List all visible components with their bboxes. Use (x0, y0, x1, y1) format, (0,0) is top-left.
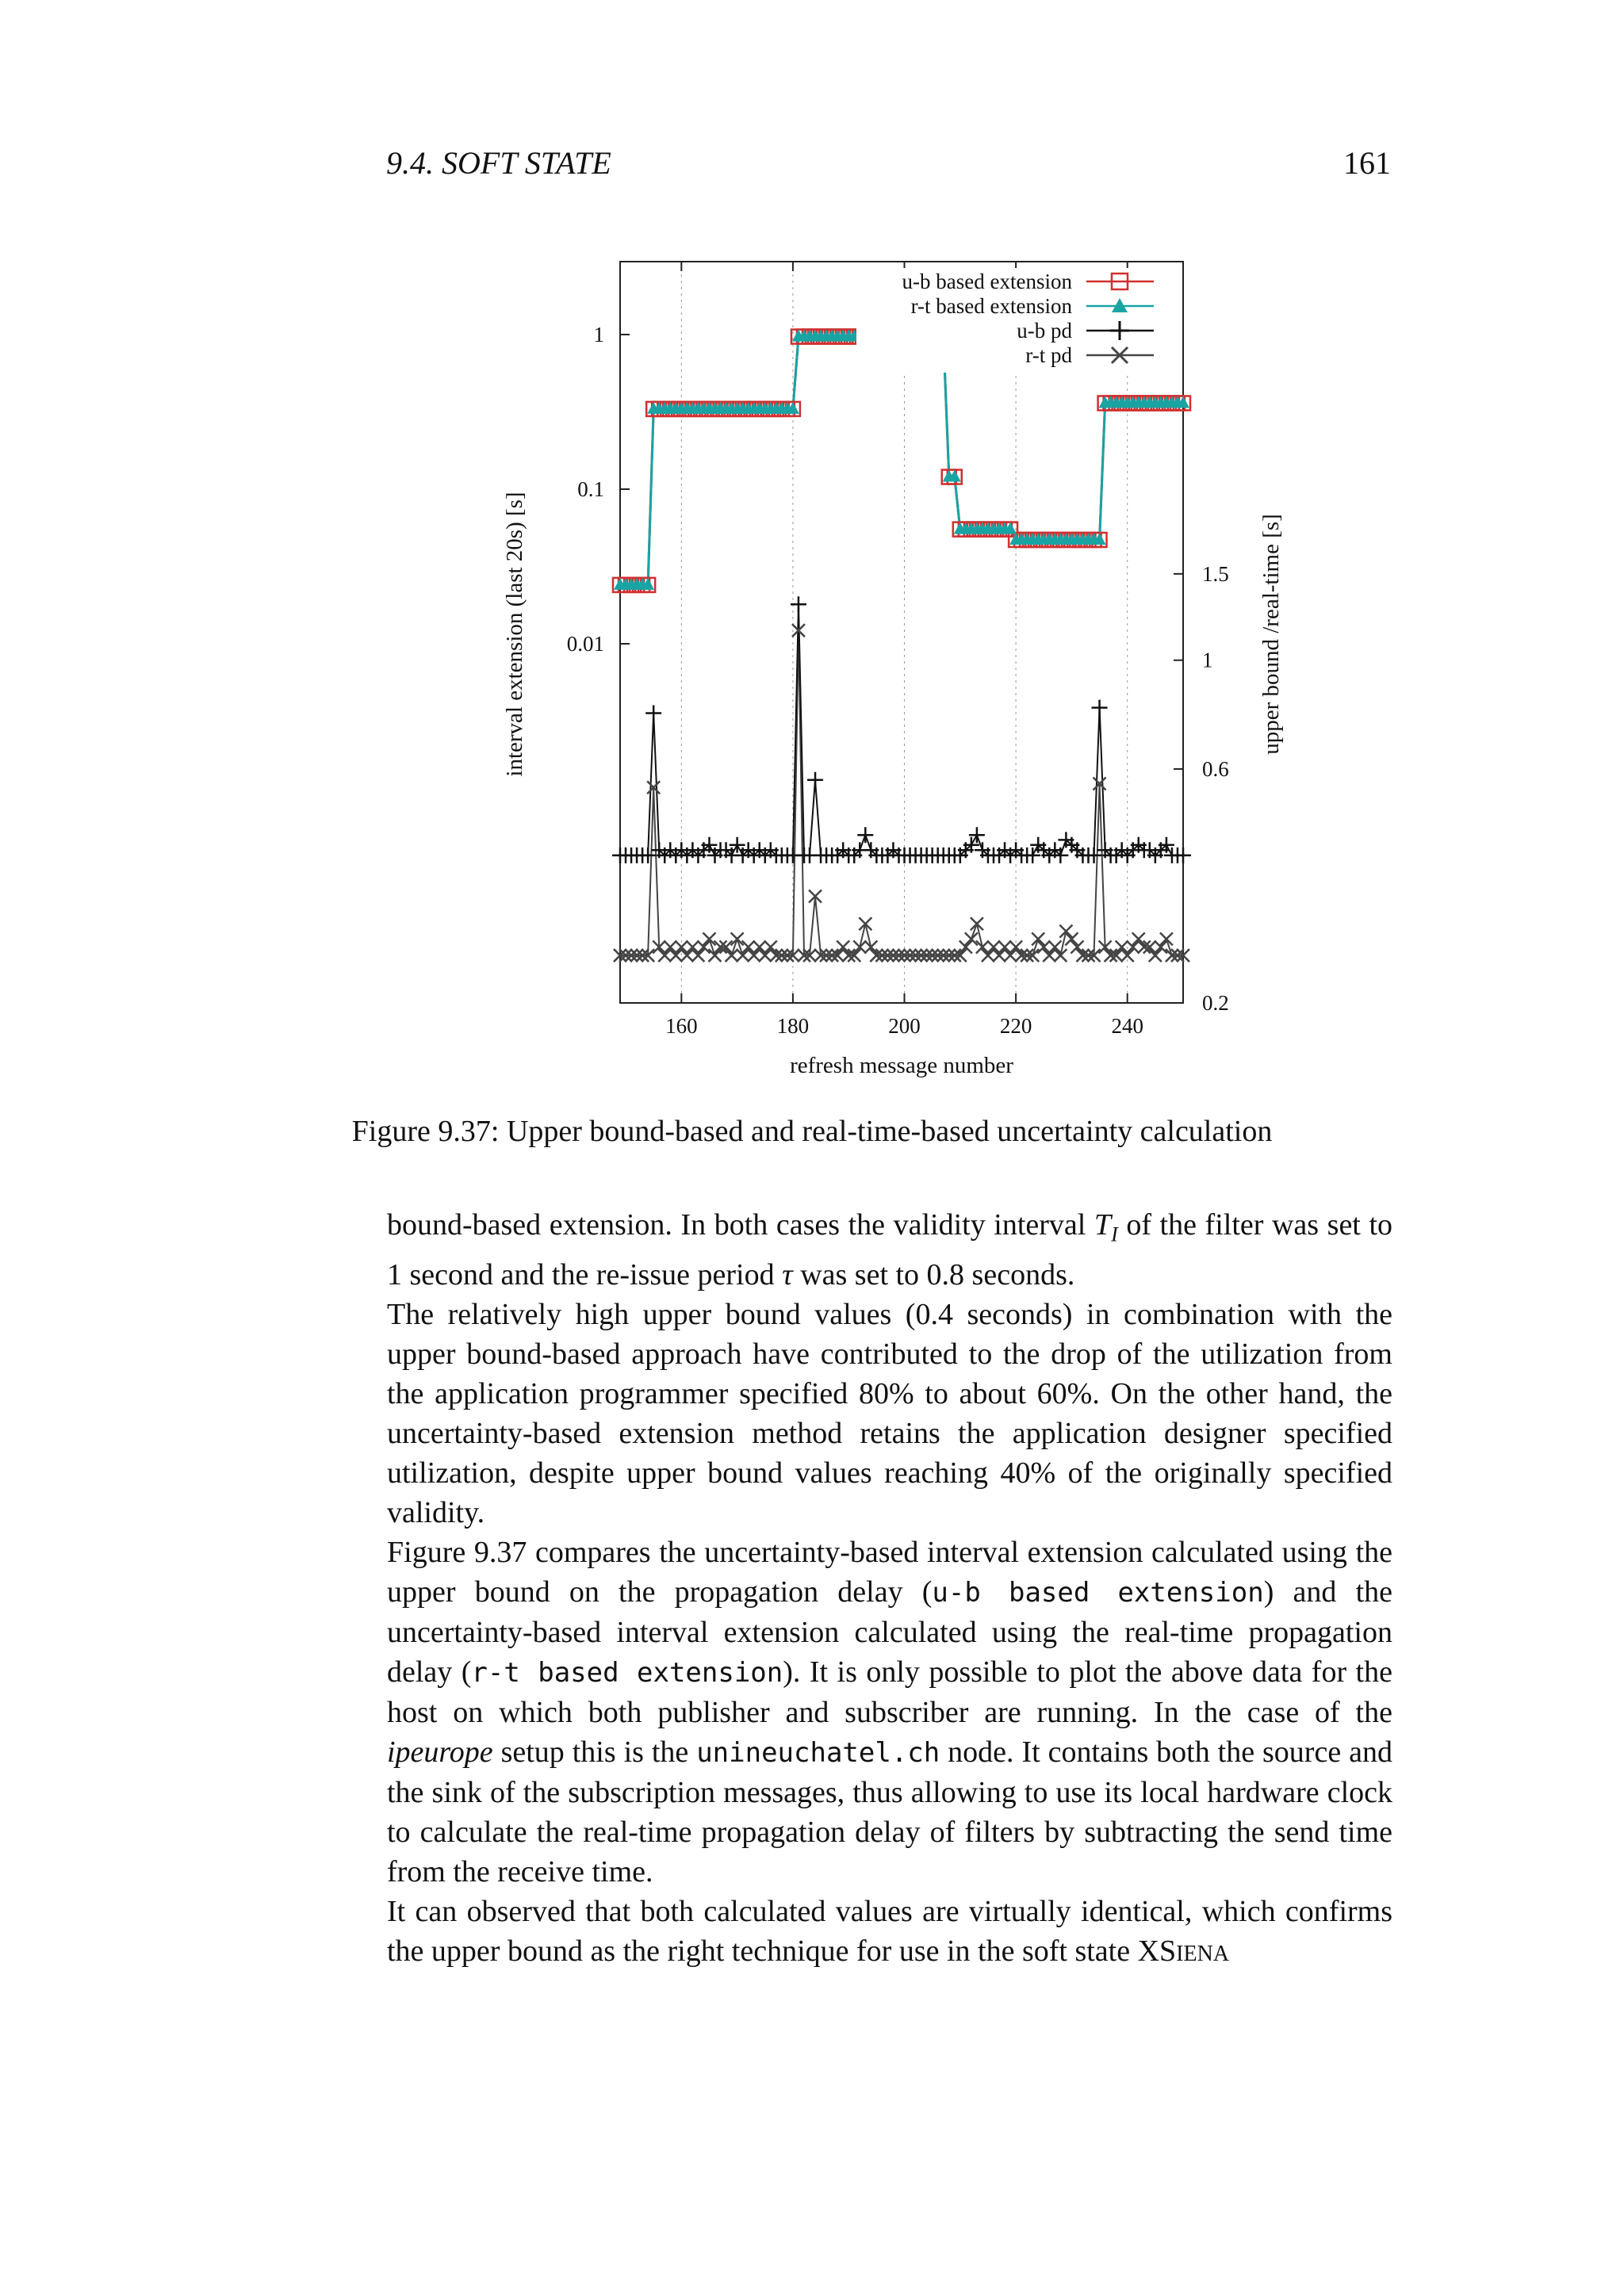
data-point-cross (987, 941, 1000, 954)
legend-label-ub-ext: u-b based extension (902, 270, 1072, 293)
y-axis-label-left: interval extension (last 20s) [s] (502, 492, 527, 777)
data-point-cross (664, 941, 676, 954)
data-point-cross (982, 949, 994, 962)
data-point-cross (669, 949, 682, 962)
data-point-cross (1149, 949, 1162, 962)
legend-label-rt-ext: r-t based extension (910, 294, 1072, 318)
data-point-cross (1132, 932, 1145, 945)
data-point-cross (753, 941, 766, 954)
x-tick-label: 180 (776, 1014, 810, 1038)
data-point-cross (1037, 941, 1050, 954)
data-point-cross (726, 949, 738, 962)
data-point-cross (703, 932, 715, 945)
data-point-cross (709, 949, 722, 962)
tick-labels (567, 323, 1229, 1038)
data-point-cross (971, 917, 983, 930)
data-point-cross (686, 941, 699, 954)
data-point-cross (680, 949, 693, 962)
axis-ticks (620, 262, 1183, 1003)
y-left-tick-label: 0.01 (566, 632, 604, 656)
paragraph-1: bound-based extension. In both cases the validity interval $T_I$ of the filter was set to 1 second and the re-issue period τ was set to 0.8 seconds. (387, 1208, 1393, 1292)
y-left-tick-label: 1 (593, 323, 604, 346)
x-axis-label: refresh message number (790, 1053, 1013, 1078)
legend-entry-ub-ext (902, 270, 1154, 293)
data-point-cross (998, 941, 1011, 954)
data-point-cross (1043, 949, 1055, 962)
legend-label-rt-pd: r-t pd (1025, 343, 1072, 367)
x-tick-label: 240 (1111, 1014, 1143, 1038)
paragraph-4: It can observed that both calculated values are virtually identical, which confirms the upper bound as the right technique for use in the soft state XSIENA (387, 1894, 1392, 1968)
y-axis-label-right: upper bound /real-time [s] (1258, 514, 1284, 755)
data-point-cross (837, 941, 849, 954)
plot-frame (620, 262, 1183, 1003)
data-point-cross (853, 941, 866, 954)
data-point-plus (645, 705, 661, 721)
x-tick-label: 200 (888, 1014, 921, 1038)
figure-caption: Figure 9.37: Upper bound-based and real-time-based uncertainty calculation (351, 1115, 1273, 1148)
series-lines (620, 337, 1183, 956)
data-point-cross (764, 941, 777, 954)
data-point-cross (731, 932, 744, 945)
y-left-tick-label: 0.1 (577, 477, 604, 501)
data-point-cross (1116, 941, 1128, 954)
data-point-cross (742, 941, 755, 954)
data-point-plus (857, 827, 873, 843)
data-point-cross (1071, 941, 1083, 954)
data-point-cross (859, 917, 871, 930)
data-point-cross (1127, 941, 1139, 954)
legend (856, 268, 1174, 373)
body-text (387, 1205, 1392, 1974)
figure-chart (0, 0, 1624, 1094)
data-point-cross (748, 949, 760, 962)
data-point-cross (1054, 949, 1067, 962)
paragraph-2: The relatively high upper bound values (0.4 seconds) in combination with the upper bound-based approach have contributed to the drop of the utilization from the application programmer specified 80% to about 60%. On the other hand, the uncertainty-based extension method retains the application designer specified utilization, despite upper bound values reaching 40% of the originally specified validity. (387, 1297, 1392, 1529)
y-right-tick-label: 1.5 (1202, 561, 1229, 586)
data-point-cross (1160, 932, 1173, 945)
data-point-plus (1092, 700, 1108, 716)
x-tick-label: 160 (665, 1014, 698, 1038)
data-point-cross (1048, 941, 1061, 954)
data-point-cross (658, 949, 671, 962)
data-point-cross (965, 932, 978, 945)
page-number: 161 (1343, 145, 1391, 181)
paragraph-3: Figure 9.37 compares the uncertainty-based interval extension calculated using the upper bound on the propagation delay (u-b based extension) and the uncertainty-based interval extension calculated using the real-time propagation delay (r-t based extension). It is only possible to plot the above data for the host on which both publisher and subscriber are running. In the case of the ipeurope setup this is the unineuchatel.ch node. It contains both the source and the sink of the subscription messages, thus allowing to use its local hardware clock to calculate the real-time propagation delay of filters by subtracting the send time from the receive time. (387, 1535, 1392, 1888)
data-point-cross (993, 949, 1005, 962)
data-point-cross (864, 941, 877, 954)
data-point-cross (959, 941, 972, 954)
y-right-tick-label: 0.2 (1202, 991, 1229, 1015)
data-point-cross (1032, 932, 1044, 945)
data-point-cross (1065, 932, 1078, 945)
y-right-tick-label: 0.6 (1202, 756, 1229, 781)
y-right-tick-label: 1 (1202, 648, 1213, 672)
data-point-cross (691, 949, 704, 962)
running-head: 9.4. SOFT STATE (386, 145, 611, 181)
data-point-cross (1004, 949, 1017, 962)
data-point-cross (759, 949, 772, 962)
data-point-cross (697, 941, 710, 954)
data-point-cross (1155, 941, 1167, 954)
series-line-cross (620, 630, 1183, 955)
data-point-plus (807, 772, 823, 788)
legend-label-ub-pd: u-b pd (1017, 319, 1072, 342)
data-point-cross (1059, 925, 1072, 938)
data-point-cross (976, 941, 989, 954)
data-point-cross (737, 949, 749, 962)
grid-lines (681, 262, 1127, 1003)
x-tick-label: 220 (999, 1014, 1032, 1038)
